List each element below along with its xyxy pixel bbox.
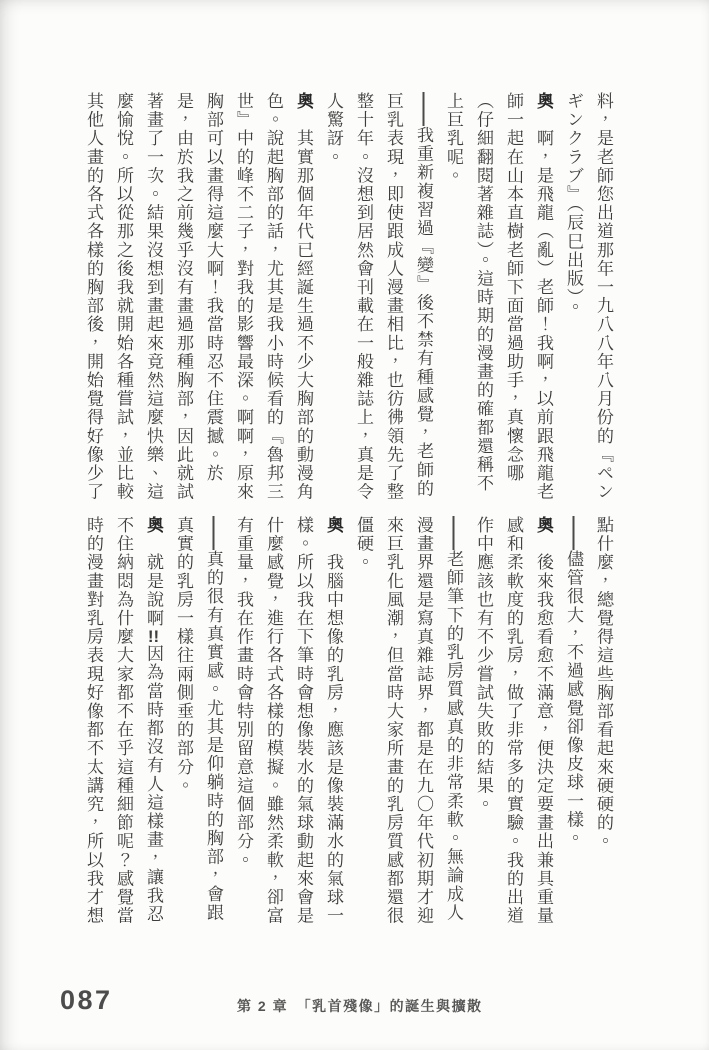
text-run: 世』中的峰不二子，對我的影響最深。啊啊，原來	[234, 92, 253, 502]
text-column	[348, 92, 378, 502]
text-run: 時的漫畫對乳房表現好像都不太講究，所以我才想	[84, 516, 103, 926]
text-run: 什麼感覺，進行各式各樣的模擬。雖然柔軟，卻富	[264, 516, 283, 926]
text-run: 我重新複習過『變』後不禁有種感覺，老師的	[414, 126, 433, 498]
text-run: 樣。所以我在下筆時會想像裝水的氣球動起來會是	[294, 516, 313, 926]
text-column	[198, 516, 228, 926]
text-column	[228, 516, 258, 926]
text-column	[348, 516, 378, 926]
text-column	[498, 92, 528, 502]
text-column	[558, 516, 588, 926]
text-column	[498, 516, 528, 926]
text-run: 漫畫界還是寫真雜誌界，都是在九〇年代初期才迎	[414, 516, 433, 926]
text-column	[258, 92, 288, 502]
text-column	[408, 516, 438, 926]
text-run: 人驚訝。	[324, 92, 343, 167]
speaker-label: 奧	[324, 516, 343, 535]
text-run: 老師筆下的乳房質感真的非常柔軟。無論成人	[444, 550, 463, 922]
text-column	[108, 92, 138, 502]
text-column	[198, 92, 228, 502]
text-column	[228, 92, 258, 502]
text-run: ギンクラブ』（辰巳出版）。	[564, 92, 583, 317]
text-run: 因為當時都沒有人這樣畫，讓我忍	[144, 644, 163, 924]
text-run: 著畫了一次。結果沒想到畫起來竟然這麼快樂、這	[144, 92, 163, 502]
text-run: 巨乳表現，即使跟成人漫畫相比，也彷彿領先了整	[384, 92, 403, 502]
em-dash	[204, 516, 223, 550]
text-run: 來巨乳化風潮，但當時大家所畫的乳房質感都還很	[384, 516, 403, 926]
text-run: 就是說啊	[144, 534, 163, 628]
text-run: 上巨乳呢。	[444, 92, 463, 185]
text-column	[168, 92, 198, 502]
text-run: 是，由於我之前幾乎沒有畫過那種胸部，因此就試	[174, 92, 193, 502]
text-run: 其他人畫的各式各樣的胸部後，開始覺得好像少了	[84, 92, 103, 502]
text-column	[438, 92, 468, 502]
text-run: 有重量，我在作畫時會特別留意這個部分。	[234, 516, 253, 870]
text-column	[288, 516, 318, 926]
text-column	[528, 92, 558, 502]
text-column	[138, 92, 168, 502]
text-column	[288, 92, 318, 502]
text-run: 我腦中想像的乳房，應該是像裝滿水的氣球一	[324, 534, 343, 926]
text-column	[78, 92, 108, 502]
text-run: 儘管很大，不過感覺卻像皮球一樣。	[564, 550, 583, 848]
speaker-label: 奧	[144, 516, 163, 535]
text-run: 真的很有真實感。尤其是仰躺時的胸部，會跟	[204, 550, 223, 922]
em-dash	[414, 92, 433, 126]
text-column	[258, 516, 288, 926]
double-exclamation: !!	[147, 627, 160, 645]
text-run: 麼愉悅。所以從那之後我就開始各種嘗試，並比較	[114, 92, 133, 502]
text-run: 料，是老師您出道那年一九八八年八月份的『ペン	[594, 92, 613, 502]
text-column	[558, 92, 588, 502]
text-run: 胸部可以畫得這麼大啊！我當時忍不住震撼。於	[204, 92, 223, 483]
text-run: 啊，是飛龍（亂）老師！我啊，以前跟飛龍老	[534, 110, 553, 502]
text-block-lower	[78, 516, 618, 926]
speaker-label: 奧	[294, 92, 313, 111]
text-column	[108, 516, 138, 926]
chapter-title: 第 2 章 「乳首殘像」的誕生與擴散	[237, 998, 483, 1014]
text-column	[318, 516, 348, 926]
text-run: 僵硬。	[354, 516, 373, 572]
text-column	[408, 92, 438, 502]
text-column	[438, 516, 468, 926]
text-column	[138, 516, 168, 926]
em-dash	[564, 516, 583, 550]
text-run: 其實那個年代已經誕生過不少大胸部的動漫角	[294, 110, 313, 502]
text-run: 點什麼，總覺得這些胸部看起來硬硬的。	[594, 516, 613, 851]
speaker-label: 奧	[534, 92, 553, 111]
text-column	[378, 92, 408, 502]
text-column	[318, 92, 348, 502]
em-dash	[444, 516, 463, 550]
text-column	[378, 516, 408, 926]
text-run: 作中應該也有不少嘗試失敗的結果。	[474, 516, 493, 814]
text-column	[588, 92, 618, 502]
text-column	[468, 92, 498, 502]
text-run: 不住納悶為什麼大家都不在乎這種細節呢？感覺當	[114, 516, 133, 926]
text-run: 真實的乳房一樣往兩側垂的部分。	[174, 516, 193, 795]
page-number: 087	[60, 985, 113, 1015]
speaker-label: 奧	[534, 516, 553, 535]
text-run: 師一起在山本直樹老師下面當過助手，真懷念哪	[504, 92, 523, 483]
text-column	[168, 516, 198, 926]
text-run: 整十年。沒想到居然會刊載在一般雜誌上，真是令	[354, 92, 373, 502]
text-run: 後來我愈看愈不滿意，便決定要畫出兼具重量	[534, 534, 553, 926]
text-column	[528, 516, 558, 926]
text-run: 感和柔軟度的乳房，做了非常多的實驗。我的出道	[504, 516, 523, 926]
text-run: （仔細翻閱著雜誌）。這時期的漫畫的確都還稱不	[474, 92, 493, 493]
text-run: 色。說起胸部的話，尤其是我小時候看的『魯邦三	[264, 92, 283, 502]
text-column	[78, 516, 108, 926]
text-block-upper	[78, 92, 618, 502]
text-column	[468, 516, 498, 926]
text-column	[588, 516, 618, 926]
